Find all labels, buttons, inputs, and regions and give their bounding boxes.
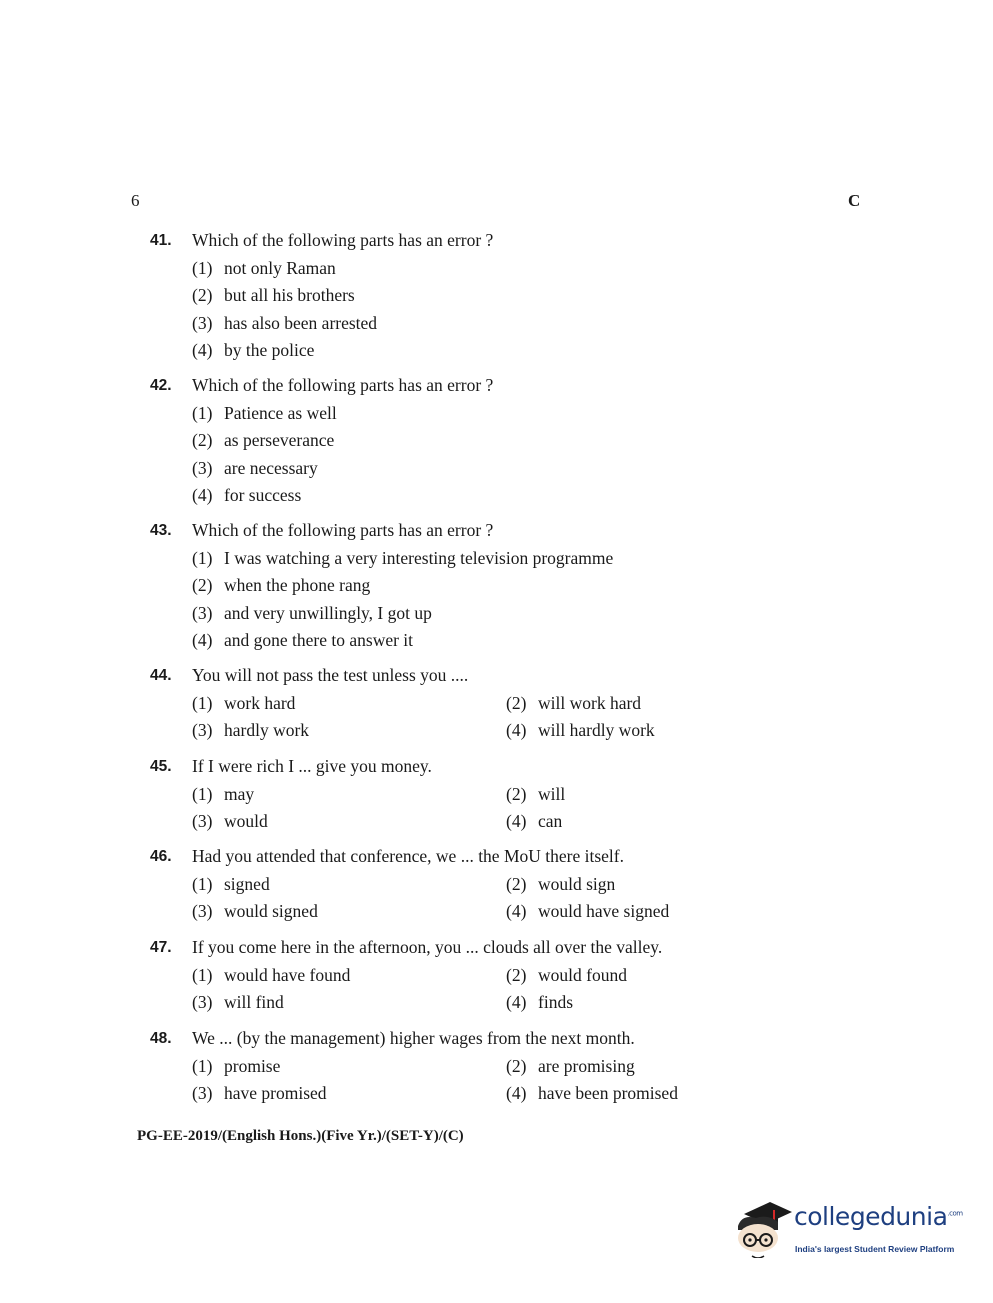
question-45	[150, 755, 870, 836]
option-4: (4) will hardly work	[506, 720, 655, 741]
question-number: 41.	[150, 232, 172, 249]
question-text: If I were rich I ... give you money.	[192, 756, 432, 776]
question-number: 43.	[150, 522, 172, 539]
option-2: (2) when the phone rang	[192, 575, 371, 596]
question-number: 45.	[150, 758, 172, 775]
question-number: 47.	[150, 939, 172, 956]
option-3: (3) has also been arrested	[192, 312, 378, 333]
collegedunia-logo	[734, 1196, 964, 1266]
option-3: (3) are necessary	[192, 457, 318, 478]
option-1: (1) promise	[192, 1056, 281, 1076]
option-4: (4) for success	[192, 484, 302, 505]
question-number: 44.	[150, 667, 172, 684]
option-4: (4) would have signed	[506, 901, 670, 922]
option-3: (3) would	[192, 811, 268, 832]
question-43	[150, 519, 870, 654]
question-46	[150, 845, 870, 926]
question-47	[150, 936, 870, 1017]
question-number: 48.	[150, 1030, 172, 1047]
question-text: You will not pass the test unless you ....	[192, 665, 469, 685]
option-3: (3) and very unwillingly, I got up	[192, 602, 432, 623]
option-2: (2) are promising	[506, 1056, 635, 1076]
option-4: (4) can	[506, 811, 563, 832]
question-44	[150, 664, 870, 745]
option-3: (3) will find	[192, 992, 284, 1013]
option-1: (1) not only Raman	[192, 258, 336, 278]
question-text: Which of the following parts has an error ?	[192, 520, 494, 540]
question-42	[150, 374, 870, 509]
question-text: We ... (by the management) higher wages from the next month.	[192, 1028, 635, 1048]
option-1: (1) Patience as well	[192, 403, 337, 423]
question-number: 42.	[150, 377, 172, 394]
option-1: (1) signed	[192, 874, 270, 894]
option-1: (1) work hard	[192, 693, 296, 713]
question-48	[150, 1027, 870, 1108]
question-text: Which of the following parts has an error ?	[192, 375, 494, 395]
option-4: (4) finds	[506, 992, 573, 1013]
option-1: (1) would have found	[192, 965, 351, 985]
option-2: (2) would sign	[506, 874, 616, 894]
option-3: (3) would signed	[192, 901, 318, 922]
mascot-icon	[734, 1196, 792, 1258]
option-3: (3) hardly work	[192, 720, 310, 741]
question-text: Which of the following parts has an error ?	[192, 230, 494, 250]
option-2: (2) would found	[506, 965, 627, 985]
page-number: 6	[131, 191, 140, 210]
question-41	[150, 229, 870, 364]
option-3: (3) have promised	[192, 1083, 327, 1104]
option-2: (2) will work hard	[506, 693, 642, 713]
logo-tagline: India's largest Student Review Platform	[795, 1244, 955, 1254]
option-1: (1) I was watching a very interesting television programme	[192, 548, 614, 568]
option-2: (2) but all his brothers	[192, 285, 355, 306]
question-text: If you come here in the afternoon, you ... clouds all over the valley.	[192, 937, 663, 957]
question-number: 46.	[150, 848, 172, 865]
logo-wordmark: collegedunia$^{.com}$	[794, 1202, 963, 1231]
option-1: (1) may	[192, 784, 255, 804]
option-2: (2) as perseverance	[192, 430, 335, 451]
option-4: (4) have been promised	[506, 1083, 678, 1104]
question-text: Had you attended that conference, we ... the MoU there itself.	[192, 846, 624, 866]
paper-code-footer: PG-EE-2019/(English Hons.)(Five Yr.)/(SET-Y)/(C)	[137, 1128, 464, 1144]
option-4: (4) by the police	[192, 339, 315, 360]
set-code: C	[848, 191, 861, 210]
option-2: (2) will	[506, 784, 566, 804]
option-4: (4) and gone there to answer it	[192, 629, 414, 650]
